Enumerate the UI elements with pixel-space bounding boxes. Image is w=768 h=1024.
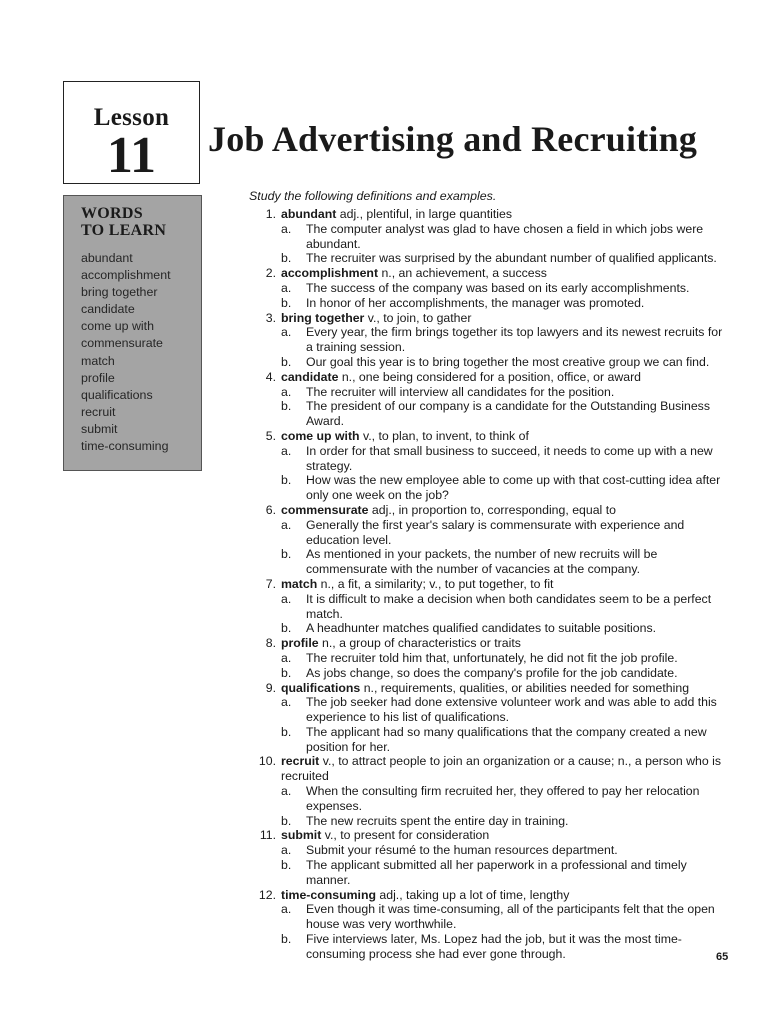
definition-entry xyxy=(251,828,731,887)
entry-number: 3. xyxy=(265,310,276,325)
example-sentence xyxy=(281,592,731,622)
vocabulary-term: submit xyxy=(281,828,322,843)
definition-entry xyxy=(251,429,731,503)
example-letter: b. xyxy=(281,665,292,680)
words-to-learn-heading-line: TO LEARN xyxy=(81,222,167,239)
entry-headline xyxy=(281,311,731,326)
example-text: The recruiter told him that, unfortunately, he did not fit the job profile. xyxy=(306,650,678,665)
example-sentence xyxy=(281,444,731,474)
vocabulary-term: accomplishment xyxy=(281,266,379,281)
definition-entry xyxy=(251,503,731,577)
definition-entry xyxy=(251,577,731,636)
words-to-learn-list xyxy=(81,250,201,455)
entry-number: 4. xyxy=(265,369,276,384)
term-definition: n., one being considered for a position, office, or award xyxy=(341,369,642,384)
entry-number: 8. xyxy=(265,636,276,651)
example-letter: b. xyxy=(281,251,292,266)
example-sentence xyxy=(281,843,731,858)
example-letter: a. xyxy=(281,443,292,458)
example-text: Five interviews later, Ms. Lopez had the job, but it was the most time-consuming process she had ever gone through. xyxy=(306,932,682,961)
example-text: The applicant had so many qualifications that the company created a new position for her. xyxy=(306,724,707,754)
example-letter: b. xyxy=(281,858,292,873)
example-letter: b. xyxy=(281,724,292,739)
example-letter: a. xyxy=(281,695,292,710)
example-text: The job seeker had done extensive volunteer work and was able to add this experience to his list of qualifications. xyxy=(306,695,717,725)
example-letter: a. xyxy=(281,280,292,295)
example-sentence xyxy=(281,547,731,577)
definition-entry xyxy=(251,888,731,962)
term-definition: adj., taking up a lot of time, lengthy xyxy=(379,887,570,902)
example-letter: b. xyxy=(281,354,292,369)
example-sentence xyxy=(281,814,731,829)
entry-headline xyxy=(281,370,731,385)
word-list-item: candidate xyxy=(81,302,135,317)
definition-entry xyxy=(251,370,731,429)
example-letter: a. xyxy=(281,517,292,532)
definition-entry xyxy=(251,754,731,828)
definition-entry xyxy=(251,311,731,370)
example-sentence xyxy=(281,902,731,932)
instructions: Study the following definitions and examples. xyxy=(249,189,497,203)
example-letter: b. xyxy=(281,473,292,488)
lesson-label: Lesson xyxy=(93,104,170,131)
example-text: As mentioned in your packets, the number of new recruits will be commensurate with the number of vacancies at the company. xyxy=(306,547,658,577)
example-letter: b. xyxy=(281,295,292,310)
example-text: The computer analyst was glad to have chosen a field in which jobs were abundant. xyxy=(306,221,704,251)
entry-number: 10. xyxy=(258,754,276,769)
example-letter: b. xyxy=(281,932,292,947)
example-sentence xyxy=(281,858,731,888)
example-text: In order for that small business to succeed, it needs to come up with a new strategy. xyxy=(306,443,713,473)
entry-number: 6. xyxy=(265,502,276,517)
example-sentence xyxy=(281,473,731,503)
entry-headline xyxy=(281,828,731,843)
example-sentence xyxy=(281,399,731,429)
term-definition: adj., plentiful, in large quantities xyxy=(339,207,513,221)
example-text: The recruiter was surprised by the abundant number of qualified applicants. xyxy=(306,251,717,266)
term-definition: v., to present for consideration xyxy=(324,828,490,843)
example-sentence xyxy=(281,281,731,296)
words-to-learn-heading xyxy=(81,205,201,239)
example-sentence xyxy=(281,355,731,370)
example-text: The recruiter will interview all candidates for the position. xyxy=(306,384,615,399)
entry-headline xyxy=(281,503,731,518)
vocabulary-term: bring together xyxy=(281,310,365,325)
example-sentence xyxy=(281,222,731,252)
definition-entry xyxy=(251,636,731,680)
term-definition: v., to plan, to invent, to think of xyxy=(363,428,529,443)
entry-number: 12. xyxy=(258,887,276,902)
example-letter: a. xyxy=(281,650,292,665)
example-letter: a. xyxy=(281,784,292,799)
lesson-number: 11 xyxy=(106,127,157,184)
vocabulary-term: time-consuming xyxy=(281,887,376,902)
definition-entry xyxy=(251,266,731,310)
entry-headline xyxy=(281,207,731,222)
word-list-item: recruit xyxy=(81,404,116,419)
lesson-box xyxy=(63,81,200,184)
term-definition: v., to join, to gather xyxy=(367,310,472,325)
word-list-item: match xyxy=(81,353,115,368)
entry-headline xyxy=(281,636,731,651)
example-text: Every year, the firm brings together its top lawyers and its newest recruits for a training session. xyxy=(306,325,723,355)
example-sentence xyxy=(281,296,731,311)
example-text: In honor of her accomplishments, the manager was promoted. xyxy=(306,295,645,310)
example-text: The applicant submitted all her paperwork in a professional and timely manner. xyxy=(306,858,687,887)
word-list-item: qualifications xyxy=(81,387,153,402)
definition-entry xyxy=(251,681,731,755)
example-sentence xyxy=(281,651,731,666)
example-letter: a. xyxy=(281,591,292,606)
vocabulary-term: recruit xyxy=(281,754,320,769)
word-list-item: abundant xyxy=(81,251,133,265)
example-letter: a. xyxy=(281,384,292,399)
entry-number: 9. xyxy=(265,680,276,695)
words-to-learn-box xyxy=(63,195,202,471)
example-text: The success of the company was based on its early accomplishments. xyxy=(306,280,690,295)
lesson-title: Job Advertising and Recruiting xyxy=(208,119,698,159)
vocabulary-term: profile xyxy=(281,636,319,651)
words-to-learn-heading-line: WORDS xyxy=(81,205,143,222)
example-sentence xyxy=(281,251,731,266)
word-list-item: accomplishment xyxy=(81,268,171,283)
entry-headline xyxy=(281,577,731,592)
term-definition: v., to attract people to join an organization or a cause; n., a person who is recruited xyxy=(281,754,721,784)
vocabulary-term: come up with xyxy=(281,428,360,443)
example-sentence xyxy=(281,784,731,814)
example-sentence xyxy=(281,518,731,548)
vocabulary-term: candidate xyxy=(281,369,339,384)
example-text: Submit your résumé to the human resources department. xyxy=(306,843,618,858)
example-sentence xyxy=(281,621,731,636)
term-definition: adj., in proportion to, corresponding, equal to xyxy=(371,502,616,517)
word-list-item: commensurate xyxy=(81,336,163,351)
example-letter: b. xyxy=(281,621,292,636)
vocabulary-term: match xyxy=(281,576,318,591)
example-sentence xyxy=(281,385,731,400)
example-text: It is difficult to make a decision when both candidates seem to be a perfect match. xyxy=(306,591,712,621)
vocabulary-term: qualifications xyxy=(281,680,361,695)
example-letter: b. xyxy=(281,399,292,414)
example-letter: a. xyxy=(281,325,292,340)
example-text: The president of our company is a candidate for the Outstanding Business Award. xyxy=(306,399,710,429)
example-text: The new recruits spent the entire day in training. xyxy=(306,813,569,828)
example-sentence xyxy=(281,666,731,681)
entry-headline xyxy=(281,266,731,281)
vocabulary-term: abundant xyxy=(281,207,337,221)
example-letter: b. xyxy=(281,813,292,828)
word-list-item: come up with xyxy=(81,319,155,334)
example-sentence xyxy=(281,325,731,355)
word-list-item: bring together xyxy=(81,285,158,300)
entry-number: 5. xyxy=(265,428,276,443)
definition-entry xyxy=(251,207,731,266)
vocabulary-term: commensurate xyxy=(281,502,369,517)
term-definition: n., requirements, qualities, or abilities needed for something xyxy=(363,680,690,695)
entry-headline xyxy=(281,429,731,444)
entry-number: 7. xyxy=(265,576,276,591)
example-letter: b. xyxy=(281,547,292,562)
example-text: Our goal this year is to bring together the most creative group we can find. xyxy=(306,354,710,369)
example-text: Generally the first year's salary is commensurate with experience and education level. xyxy=(306,517,685,547)
example-text: As jobs change, so does the company's profile for the job candidate. xyxy=(306,665,678,680)
example-sentence xyxy=(281,725,731,755)
term-definition: n., a group of characteristics or traits xyxy=(322,636,521,651)
entry-number: 11. xyxy=(259,828,276,843)
entry-headline xyxy=(281,681,731,696)
example-text: How was the new employee able to come up with that cost-cutting idea after only one week on the job? xyxy=(306,473,721,503)
entry-number: 1. xyxy=(265,207,276,221)
entry-headline xyxy=(281,754,731,784)
example-sentence xyxy=(281,695,731,725)
example-text: Even though it was time-consuming, all of the participants felt that the open house was very worthwhile. xyxy=(306,902,715,932)
definitions-list xyxy=(251,207,731,962)
term-definition: n., an achievement, a success xyxy=(381,266,547,281)
word-list-item: profile xyxy=(81,370,115,385)
example-sentence xyxy=(281,932,731,962)
example-letter: a. xyxy=(281,843,292,858)
example-letter: a. xyxy=(281,902,292,917)
word-list-item: time-consuming xyxy=(81,439,169,454)
entry-number: 2. xyxy=(265,266,276,281)
entry-headline xyxy=(281,888,731,903)
word-list-item: submit xyxy=(81,421,118,436)
page-number: 65 xyxy=(716,951,729,963)
example-text: A headhunter matches qualified candidates to suitable positions. xyxy=(306,621,657,636)
example-letter: a. xyxy=(281,221,292,236)
term-definition: n., a fit, a similarity; v., to put together, to fit xyxy=(320,576,554,591)
example-text: When the consulting firm recruited her, they offered to pay her relocation expenses. xyxy=(306,784,700,813)
